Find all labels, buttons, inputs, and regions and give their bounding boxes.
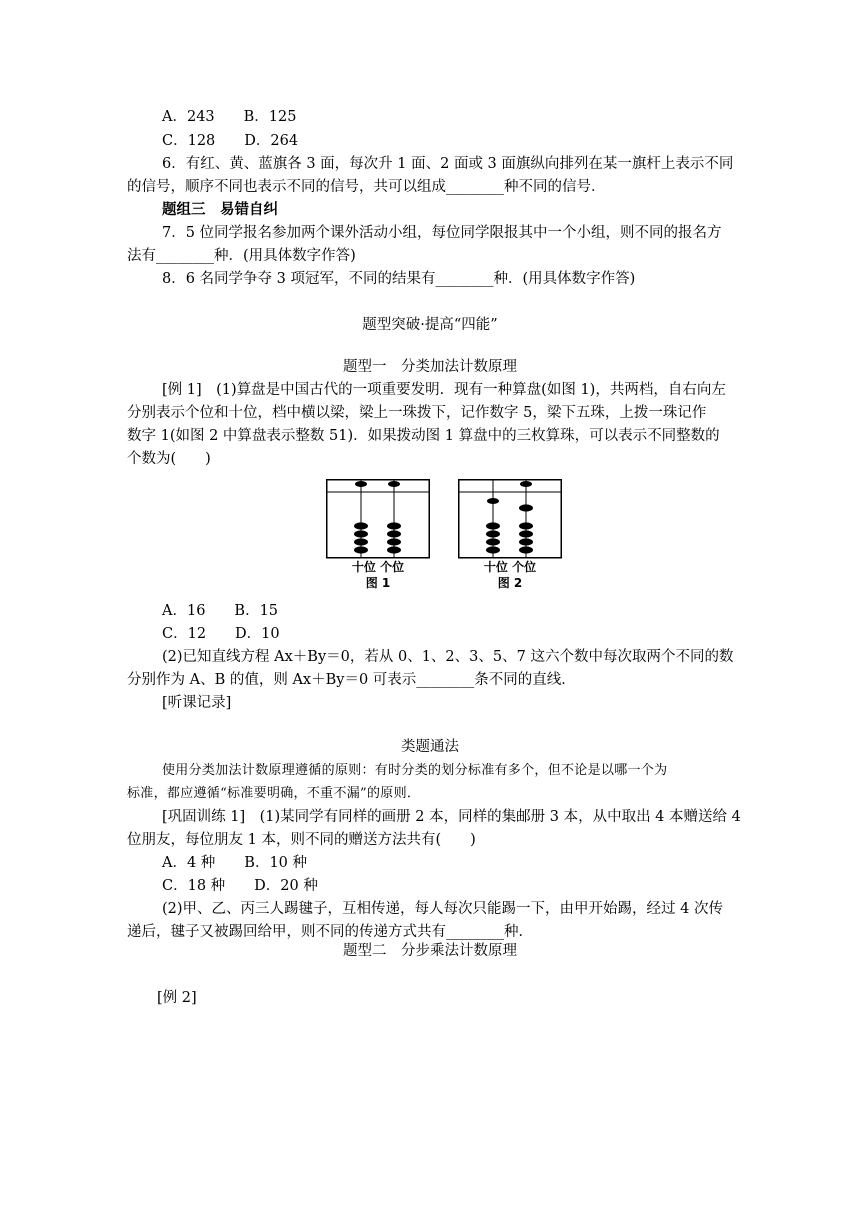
q6-line-1: 6．有红、黄、蓝旗各 3 面，每次升 1 面、2 面或 3 面旗纵向排列在某一旗杆上表示不同: [162, 156, 734, 172]
example2-label: [例 2]: [157, 990, 197, 1006]
drill1-line-2: 位朋友，每位朋友 1 本，则不同的赠送方法共有( ): [127, 832, 476, 848]
example1-line-4: 个数为( ): [127, 451, 211, 467]
type2-title: 题型二 分步乘法计数原理: [343, 943, 517, 959]
bead: [519, 546, 533, 553]
drill1-options-cd: C．18 种 D．20 种: [162, 878, 318, 894]
figure-2-caption: 图 2: [497, 576, 523, 590]
figure-2-column-labels: 十位 个位: [483, 560, 537, 574]
example1-line-2: 分别表示个位和十位，档中横以梁，梁上一珠拨下，记作数字 5，梁下五珠，上拨一珠记作: [127, 405, 707, 421]
abacus-figure-1: [326, 479, 430, 559]
bead: [486, 538, 500, 545]
bead: [519, 522, 533, 529]
bead: [387, 538, 401, 545]
bead: [355, 481, 367, 487]
bead: [519, 538, 533, 545]
bead: [519, 504, 533, 511]
example1-part2-line-2: 分别作为 A、B 的值，则 Ax＋By＝0 可表示________条不同的直线．: [127, 672, 576, 688]
figure-1-column-labels: 十位 个位: [351, 560, 405, 574]
q6-line-2: 的信号，顺序不同也表示不同的信号，共可以组成________种不同的信号．: [127, 179, 606, 195]
lecture-notes-label: [听课记录]: [162, 695, 232, 711]
bead: [387, 522, 401, 529]
bead: [486, 522, 500, 529]
example1-part2-line-1: (2)已知直线方程 Ax＋By＝0，若从 0、1、2、3、5、7 这六个数中每次取两个不同的数: [162, 649, 734, 665]
q7-line-1: 7．5 位同学报名参加两个课外活动小组，每位同学限报其中一个小组，则不同的报名方: [162, 225, 722, 241]
example1-options-cd: C．12 D．10: [162, 626, 280, 642]
example1-line-3: 数字 1(如图 2 中算盘表示整数 51)．如果拨动图 1 算盘中的三枚算珠，可以表示不同整数的: [127, 428, 720, 444]
group3-heading: 题组三 易错自纠: [162, 201, 278, 218]
bead: [487, 498, 499, 504]
drill1-line-1: [巩固训练 1] (1)某同学有同样的画册 2 本，同样的集邮册 3 本，从中取出 4 本赠送给 4: [162, 809, 741, 825]
abacus-figure-2: [458, 479, 562, 559]
bead: [520, 481, 532, 487]
bead: [354, 530, 368, 537]
bead: [486, 546, 500, 553]
q7-line-2: 法有________种．(用具体数字作答): [127, 248, 356, 264]
bead: [519, 530, 533, 537]
bead: [387, 530, 401, 537]
method-title: 类题通法: [401, 739, 459, 755]
bead: [387, 546, 401, 553]
bead: [354, 522, 368, 529]
q8-line-1: 8．6 名同学争夺 3 项冠军，不同的结果有________种．(用具体数字作答): [162, 271, 636, 287]
q5-options-ab: A．243 B．125: [162, 109, 297, 125]
method-line-2: 标准，都应遵循“标准要明确，不重不漏”的原则．: [127, 786, 421, 801]
bead: [354, 538, 368, 545]
type1-title: 题型一 分类加法计数原理: [343, 359, 517, 375]
drill1-part2-line-1: (2)甲、乙、丙三人踢毽子，互相传递，每人每次只能踢一下，由甲开始踢，经过 4 次传: [162, 901, 723, 917]
bead: [486, 530, 500, 537]
figure-1-caption: 图 1: [365, 576, 391, 590]
method-line-1: 使用分类加法计数原理遵循的原则：有时分类的划分标准有多个，但不论是以哪一个为: [162, 763, 668, 778]
q5-options-cd: C．128 D．264: [162, 133, 299, 149]
drill1-part2-line-2: 递后，毽子又被踢回给甲，则不同的传递方式共有________种．: [127, 924, 533, 940]
example1-options-ab: A．16 B．15: [162, 603, 279, 619]
section-title: 题型突破·提高“四能”: [362, 317, 498, 333]
example1-line-1: [例 1] (1)算盘是中国古代的一项重要发明．现有一种算盘(如图 1)，共两档，自右向左: [162, 382, 726, 398]
bead: [354, 546, 368, 553]
bead: [388, 481, 400, 487]
drill1-options-ab: A．4 种 B．10 种: [162, 855, 308, 871]
